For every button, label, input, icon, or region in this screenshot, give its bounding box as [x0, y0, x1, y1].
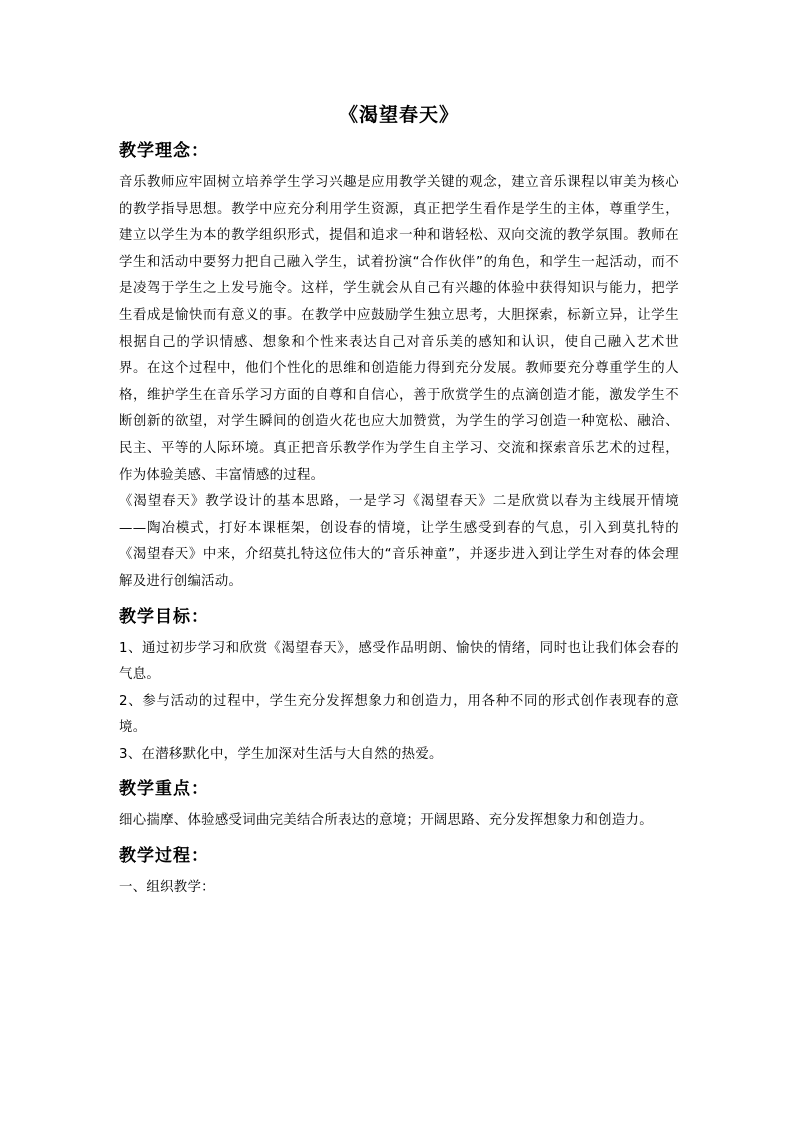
- paragraph-philosophy-1: 音乐教师应牢固树立培养学生学习兴趣是应用教学关键的观念，建立音乐课程以审美为核心的教学指导思想。教学中应充分利用学生资源，真正把学生看作是学生的主体，尊重学生，建立以学生为本的教学组织形式，提倡和追求一种和谐轻松、双向交流的教学氛围。教师在学生和活动中要努力把自己融入学生，试着扮演“合作伙伴”的角色，和学生一起活动，而不是凌驾于学生之上发号施令。这样，学生就会从自己有兴趣的体验中获得知识与能力，把学生看成是愉快而有意义的事。在教学中应鼓励学生独立思考，大胆探索，标新立异，让学生根据自己的学识情感、想象和个性来表达自己对音乐美的感知和认识，使自己融入艺术世界。在这个过程中，他们个性化的思维和创造能力得到充分发展。教师要充分尊重学生的人格，维护学生在音乐学习方面的自尊和自信心，善于欣赏学生的点滴创造才能，激发学生不断创新的欲望，对学生瞬间的创造火花也应大加赞赏，为学生的学习创造一种宽松、融洽、民主、平等的人际环境。真正把音乐教学作为学生自主学习、交流和探索音乐艺术的过程，作为体验美感、丰富情感的过程。: [119, 175, 679, 483]
- paragraph-goal-3: 3、在潜移默化中，学生加深对生活与大自然的热爱。: [119, 746, 443, 762]
- paragraph-goal-1: 1、通过初步学习和欣赏《渴望春天》，感受作品明朗、愉快的情绪，同时也让我们体会春的气息。: [119, 640, 679, 683]
- paragraph-goal-2: 2、参与活动的过程中，学生充分发挥想象力和创造力，用各种不同的形式创作表现春的意境。: [119, 693, 679, 736]
- section-teaching-goals: [119, 604, 679, 769]
- section-heading-goals: 教学目标：: [119, 606, 209, 627]
- section-heading-philosophy: 教学理念：: [119, 141, 209, 161]
- section-heading-process: 教学过程：: [119, 846, 209, 867]
- document-body: [119, 98, 679, 910]
- section-heading-focus: 教学重点：: [119, 779, 209, 800]
- paragraph-process-1: 一、组织教学：: [119, 880, 215, 896]
- section-teaching-process: [119, 843, 679, 902]
- paragraph-philosophy-2: 《渴望春天》教学设计的基本思路，一是学习《渴望春天》二是欣赏以春为主线展开情境——陶冶模式，打好本课框架，创设春的情境，让学生感受到春的气息，引入到莫扎特的《渴望春天》中来，介绍莫扎特这位伟大的“音乐神童”，并逐步进入到让学生对春的体会理解及进行创编活动。: [119, 494, 679, 589]
- paragraph-focus-1: 细心揣摩、体验感受词曲完美结合所表达的意境；开阔思路、充分发挥想象力和创造力。: [119, 813, 653, 829]
- section-teaching-philosophy: [119, 138, 679, 596]
- section-teaching-focus: [119, 776, 679, 835]
- document-title: 《渴望春天》: [338, 104, 459, 126]
